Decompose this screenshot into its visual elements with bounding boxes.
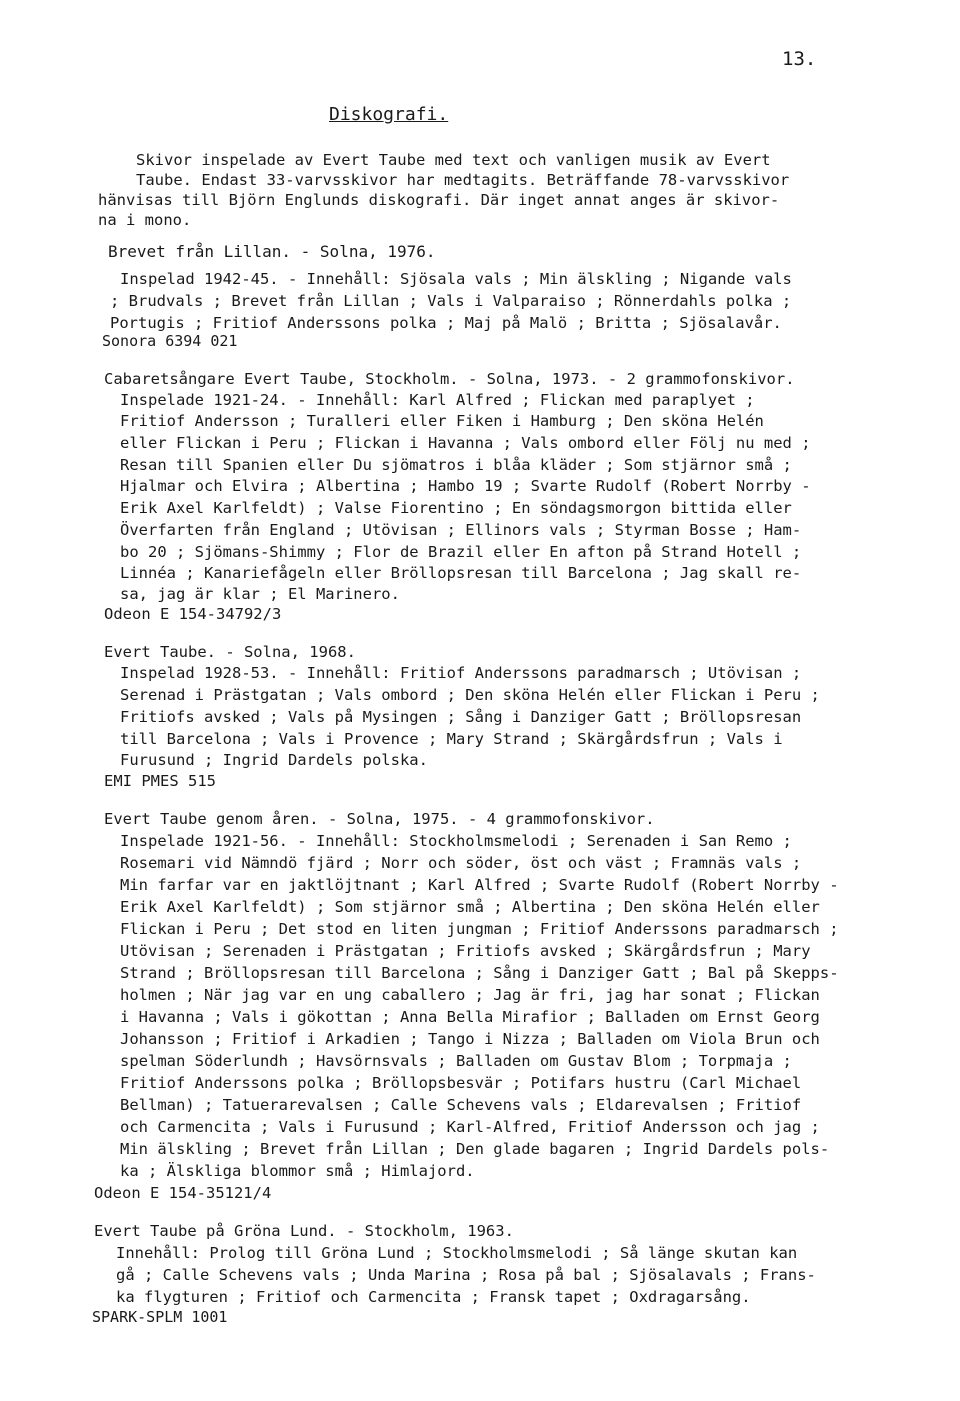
- catalog-number: Sonora 6394 021: [102, 332, 238, 350]
- entry-content: Utövisan ; Serenaden i Prästgatan ; Fritiofs avsked ; Skärgårdsfrun ; Mary: [120, 942, 811, 960]
- entry-content: Furusund ; Ingrid Dardels polska.: [120, 751, 428, 769]
- entry-content: Inspelade 1921-24. - Innehåll: Karl Alfred ; Flickan med paraplyet ;: [120, 391, 755, 409]
- entry-content: ka flygturen ; Fritiof och Carmencita ; Fransk tapet ; Oxdragarsång.: [116, 1288, 751, 1306]
- entry-content: Flickan i Peru ; Det stod en liten jungman ; Fritiof Anderssons paradmarsch ;: [120, 920, 839, 938]
- entry-content: till Barcelona ; Vals i Provence ; Mary Strand ; Skärgårdsfrun ; Vals i: [120, 730, 783, 748]
- entry-content: spelman Söderlundh ; Havsörnsvals ; Balladen om Gustav Blom ; Torpmaja ;: [120, 1052, 792, 1070]
- entry-content: Johansson ; Fritiof i Arkadien ; Tango i Nizza ; Balladen om Viola Brun och: [120, 1030, 820, 1048]
- entry-content: Bellman) ; Tatuerarevalsen ; Calle Schevens vals ; Eldarevalsen ; Fritiof: [120, 1096, 802, 1114]
- text-line: hänvisas till Björn Englunds diskografi. Där inget annat anges är skivor-: [98, 191, 780, 209]
- entry-title: Cabaretsångare Evert Taube, Stockholm. - Solna, 1973. - 2 grammofonskivor.: [104, 370, 795, 388]
- entry-content: Min farfar var en jaktlöjtnant ; Karl Alfred ; Svarte Rudolf (Robert Norrby -: [120, 876, 839, 894]
- entry-content: i Havanna ; Vals i gökottan ; Anna Bella Mirafior ; Balladen om Ernst Georg: [120, 1008, 820, 1026]
- entry-content: Strand ; Bröllopsresan till Barcelona ; Sång i Danziger Gatt ; Bal på Skepps-: [120, 964, 839, 982]
- page-number: 13.: [782, 48, 817, 70]
- entry-content: Fritiof Anderssons polka ; Bröllopsbesvär ; Potifars hustru (Carl Michael: [120, 1074, 802, 1092]
- text-line: Taube. Endast 33-varvsskivor har medtagits. Beträffande 78-varvsskivor: [136, 171, 790, 189]
- entry-content: gå ; Calle Schevens vals ; Unda Marina ; Rosa på bal ; Sjösalavals ; Frans-: [116, 1266, 816, 1284]
- text-line: na i mono.: [98, 211, 192, 229]
- entry-content: Inspelad 1928-53. - Innehåll: Fritiof Anderssons paradmarsch ; Utövisan ;: [120, 664, 802, 682]
- entry-title: Evert Taube genom åren. - Solna, 1975. - 4 grammofonskivor.: [104, 810, 655, 828]
- catalog-number: Odeon E 154-35121/4: [94, 1184, 272, 1202]
- catalog-number: SPARK-SPLM 1001: [92, 1308, 228, 1326]
- entry-title: Evert Taube på Gröna Lund. - Stockholm, 1963.: [94, 1222, 514, 1240]
- entry-content: Portugis ; Fritiof Anderssons polka ; Maj på Malö ; Britta ; Sjösalavår.: [110, 314, 782, 332]
- entry-content: Rosemari vid Nämndö fjärd ; Norr och söder, öst och väst ; Framnäs vals ;: [120, 854, 802, 872]
- entry-content: ; Brudvals ; Brevet från Lillan ; Vals i Valparaiso ; Rönnerdahls polka ;: [110, 292, 792, 310]
- entry-title: Brevet från Lillan. - Solna, 1976.: [108, 242, 436, 261]
- entry-content: Hjalmar och Elvira ; Albertina ; Hambo 19 ; Svarte Rudolf (Robert Norrby -: [120, 477, 811, 495]
- entry-content: Överfarten från England ; Utövisan ; Ellinors vals ; Styrman Bosse ; Ham-: [120, 521, 802, 539]
- entry-title: Evert Taube. - Solna, 1968.: [104, 643, 356, 661]
- entry-content: eller Flickan i Peru ; Flickan i Havanna ; Vals ombord eller Följ nu med ;: [120, 434, 811, 452]
- entry-content: Inspelade 1921-56. - Innehåll: Stockholmsmelodi ; Serenaden i San Remo ;: [120, 832, 792, 850]
- entry-content: Innehåll: Prolog till Gröna Lund ; Stockholmsmelodi ; Så länge skutan kan: [116, 1244, 798, 1262]
- entry-content: sa, jag är klar ; El Marinero.: [120, 585, 400, 603]
- entry-content: Min älskling ; Brevet från Lillan ; Den glade bagaren ; Ingrid Dardels pols-: [120, 1140, 830, 1158]
- entry-content: holmen ; När jag var en ung caballero ; Jag är fri, jag har sonat ; Flickan: [120, 986, 820, 1004]
- entry-content: och Carmencita ; Vals i Furusund ; Karl-Alfred, Fritiof Andersson och jag ;: [120, 1118, 820, 1136]
- entry-content: bo 20 ; Sjömans-Shimmy ; Flor de Brazil eller En afton på Strand Hotell ;: [120, 543, 802, 561]
- entry-content: Resan till Spanien eller Du sjömatros i blåa kläder ; Som stjärnor små ;: [120, 456, 792, 474]
- entry-content: Erik Axel Karlfeldt) ; Som stjärnor små ; Albertina ; Den sköna Helén eller: [120, 898, 820, 916]
- entry-content: Inspelad 1942-45. - Innehåll: Sjösala vals ; Min älskling ; Nigande vals: [120, 270, 792, 288]
- page-title: Diskografi.: [329, 104, 449, 125]
- entry-content: Fritiof Andersson ; Turalleri eller Fiken i Hamburg ; Den sköna Helén: [120, 412, 764, 430]
- entry-content: Fritiofs avsked ; Vals på Mysingen ; Sång i Danziger Gatt ; Bröllopsresan: [120, 708, 802, 726]
- entry-content: Linnéa ; Kanariefågeln eller Bröllopsresan till Barcelona ; Jag skall re-: [120, 564, 802, 582]
- entry-content: Erik Axel Karlfeldt) ; Valse Fiorentino ; En söndagsmorgon bittida eller: [120, 499, 792, 517]
- text-line: Skivor inspelade av Evert Taube med text och vanligen musik av Evert: [136, 151, 771, 169]
- catalog-number: Odeon E 154-34792/3: [104, 605, 282, 623]
- catalog-number: EMI PMES 515: [104, 772, 216, 790]
- entry-content: Serenad i Prästgatan ; Vals ombord ; Den sköna Helén eller Flickan i Peru ;: [120, 686, 820, 704]
- entry-content: ka ; Älskliga blommor små ; Himlajord.: [120, 1162, 475, 1180]
